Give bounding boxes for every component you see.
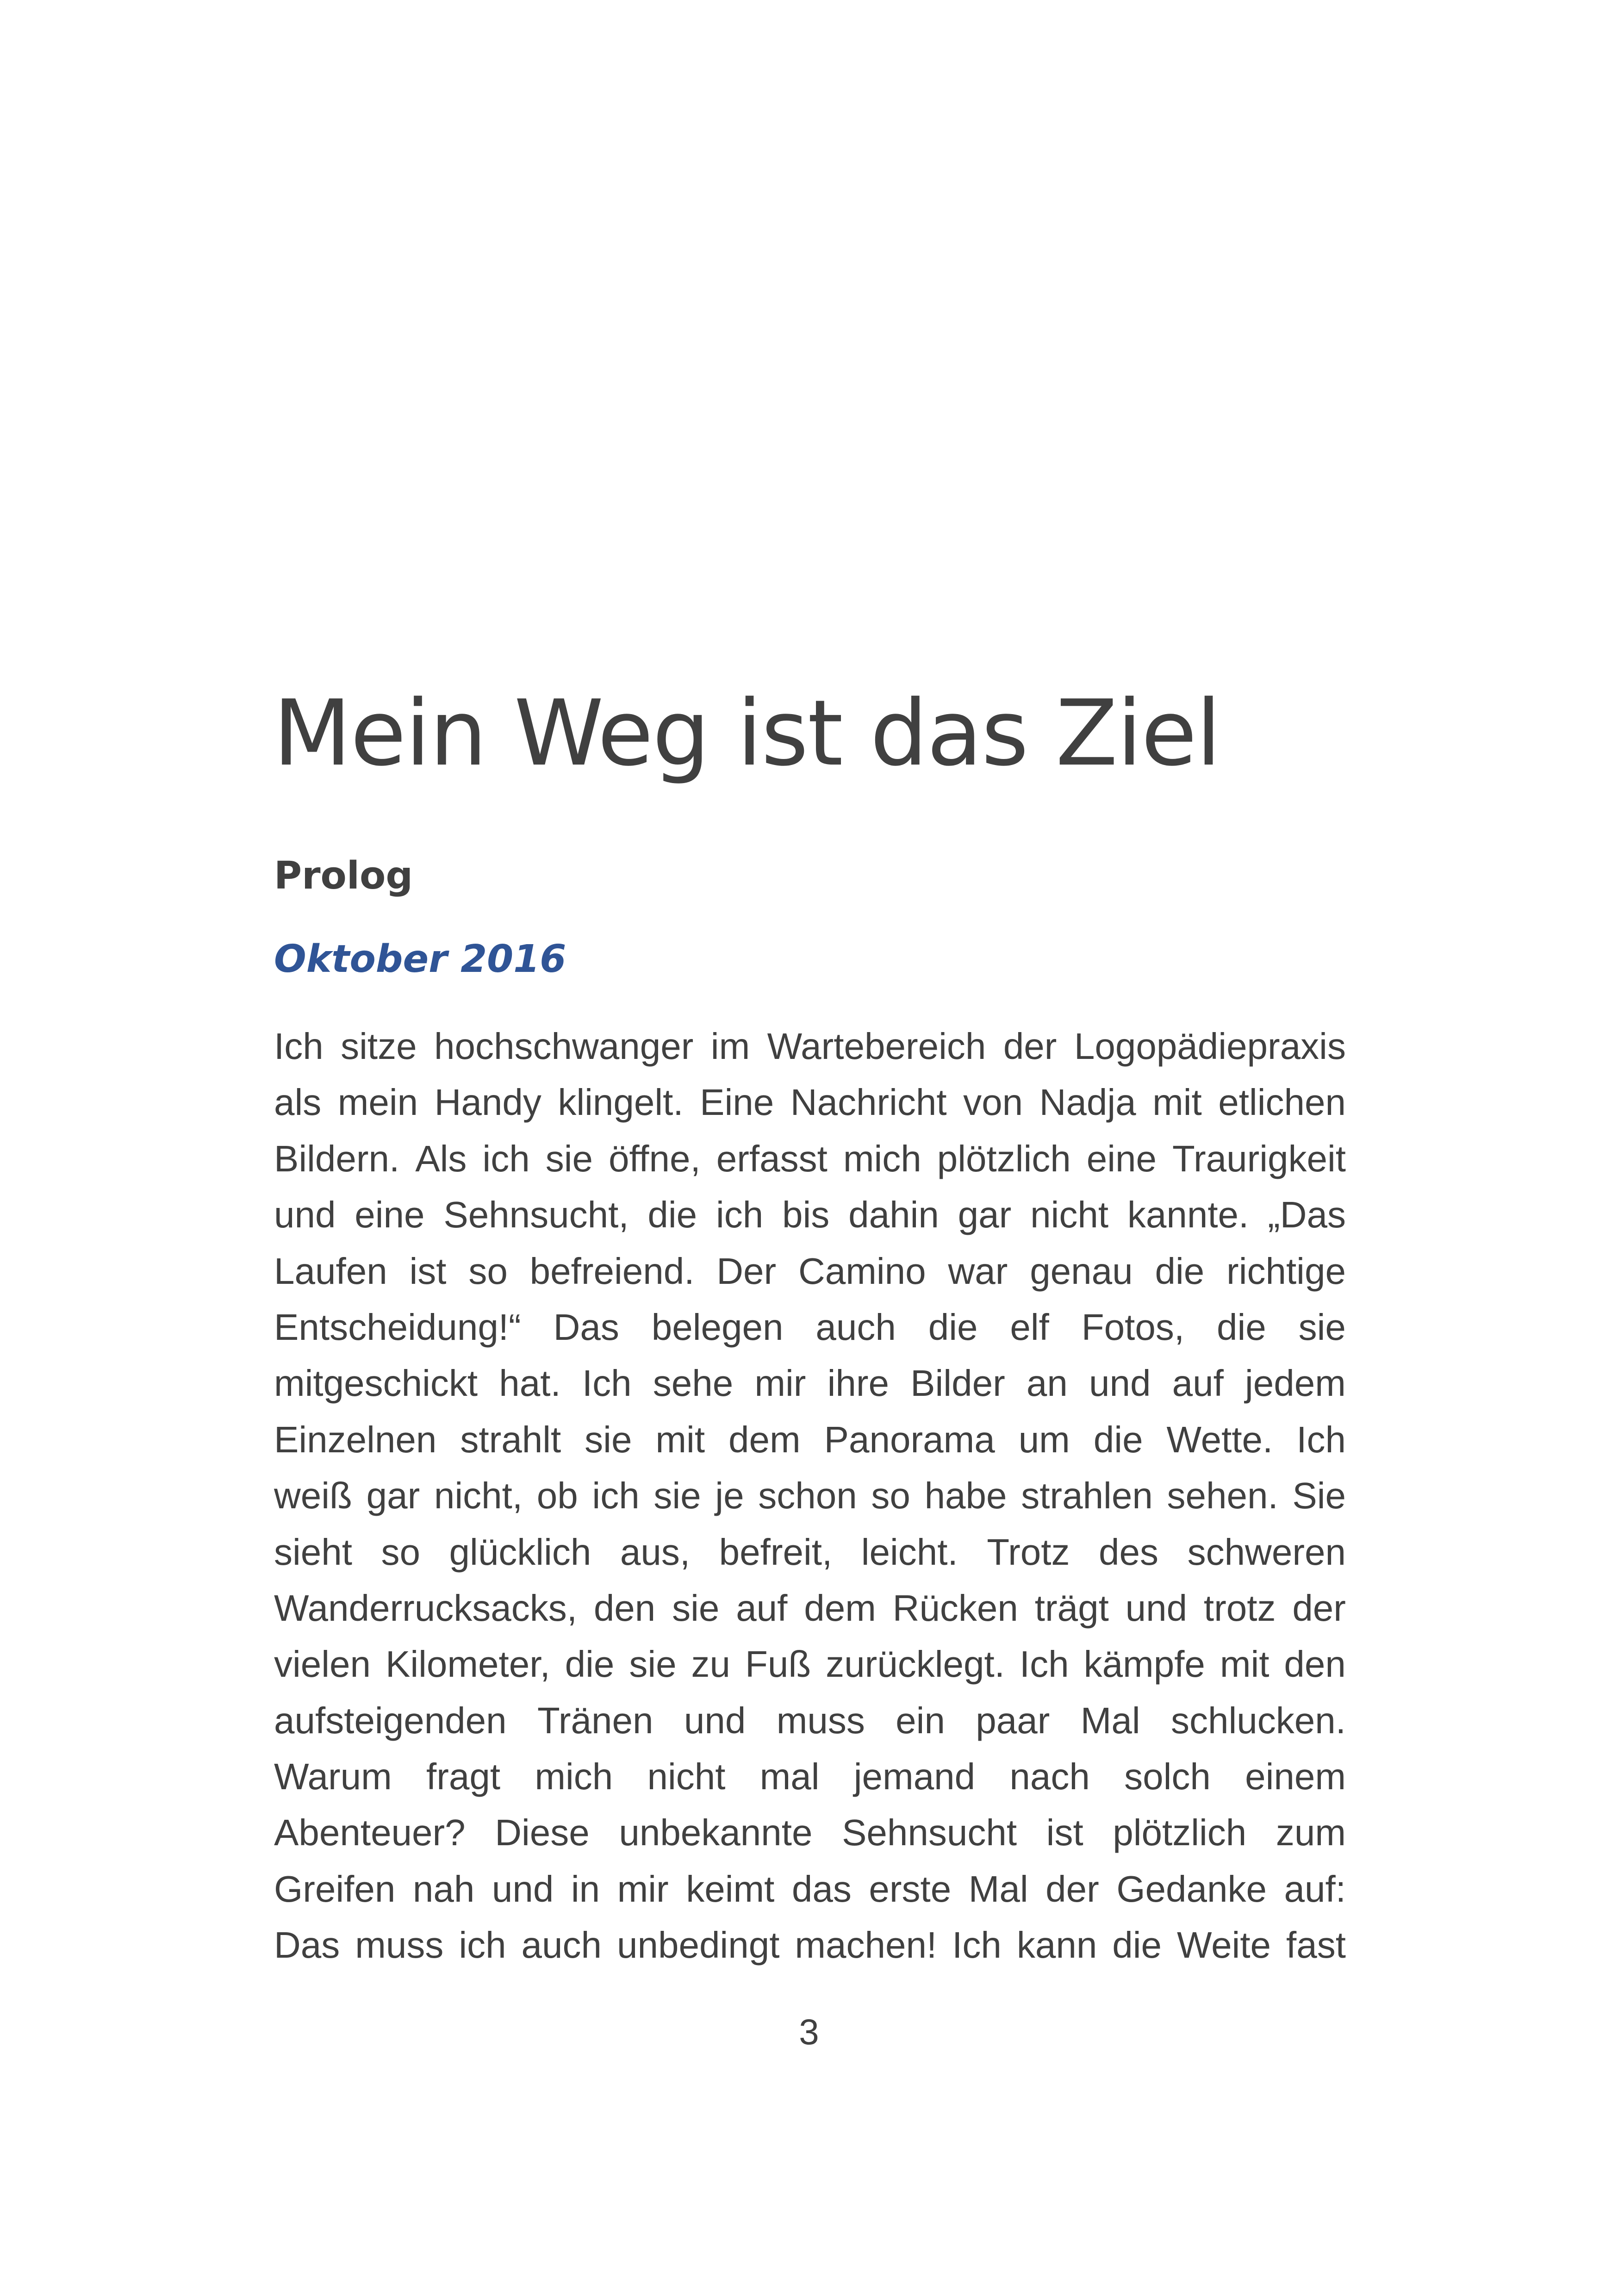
body-word: nicht xyxy=(1030,1194,1109,1236)
body-word: Handy xyxy=(434,1082,541,1123)
body-word: klingelt. xyxy=(558,1082,684,1123)
body-word: muss xyxy=(776,1699,865,1741)
body-line xyxy=(274,1917,1346,1973)
body-word: paar xyxy=(976,1699,1050,1741)
body-word: Der xyxy=(716,1250,777,1292)
body-word: sehe xyxy=(653,1363,734,1404)
body-word: sie xyxy=(1298,1306,1346,1348)
body-word: gar xyxy=(366,1475,420,1517)
body-word: gar xyxy=(958,1194,1012,1236)
body-line xyxy=(274,1804,1346,1860)
body-word: weiß xyxy=(274,1475,352,1517)
body-word: Ich xyxy=(1296,1419,1346,1460)
body-line xyxy=(274,1580,1346,1636)
body-word: die xyxy=(647,1194,697,1236)
body-line xyxy=(274,1524,1346,1580)
body-word: als xyxy=(274,1082,322,1123)
body-word: der xyxy=(1003,1026,1057,1067)
body-word: befreit, xyxy=(719,1531,833,1573)
document-title: Mein Weg ist das Ziel xyxy=(273,681,1220,786)
body-word: Warum xyxy=(274,1756,392,1798)
body-paragraph xyxy=(274,1018,1346,1973)
body-word: die xyxy=(565,1643,615,1685)
body-word: Panorama xyxy=(824,1419,995,1460)
body-word: Wette. xyxy=(1166,1419,1273,1460)
body-word: Sehnsucht, xyxy=(443,1194,629,1236)
body-word: bis xyxy=(782,1194,830,1236)
body-word: mich xyxy=(843,1138,921,1179)
body-line xyxy=(274,1355,1346,1411)
body-word: habe xyxy=(924,1475,1007,1517)
body-word: dem xyxy=(804,1587,876,1629)
body-line xyxy=(274,1074,1346,1130)
body-word: Einzelnen xyxy=(274,1419,437,1460)
body-word: machen! xyxy=(795,1924,937,1966)
body-word: etlichen xyxy=(1218,1082,1346,1123)
body-word: Kilometer, xyxy=(385,1643,550,1685)
body-word: ich xyxy=(716,1194,764,1236)
body-word: Tränen xyxy=(537,1699,653,1741)
body-word: „Das xyxy=(1268,1194,1346,1236)
body-word: Laufen xyxy=(274,1250,387,1292)
body-word: und xyxy=(274,1194,336,1236)
body-word: die xyxy=(1112,1924,1162,1966)
body-word: Weite xyxy=(1177,1924,1271,1966)
body-word: mir xyxy=(617,1868,669,1910)
body-word: in xyxy=(571,1868,600,1910)
body-line xyxy=(274,1692,1346,1748)
body-word: ich xyxy=(592,1475,640,1517)
body-word: mitgeschickt xyxy=(274,1363,478,1404)
body-word: Das xyxy=(274,1924,340,1966)
body-word: Abenteuer? xyxy=(274,1812,466,1854)
body-word: auch xyxy=(521,1924,602,1966)
body-line xyxy=(274,1412,1346,1468)
body-word: sitze xyxy=(341,1026,417,1067)
body-word: befreiend. xyxy=(529,1250,695,1292)
body-word: mit xyxy=(1152,1082,1202,1123)
body-word: kämpfe xyxy=(1083,1643,1205,1685)
section-heading: Prolog xyxy=(274,854,413,898)
body-word: des xyxy=(1099,1531,1159,1573)
body-word: öffne, xyxy=(608,1138,701,1179)
body-word: im xyxy=(710,1026,750,1067)
body-word: und xyxy=(1089,1363,1151,1404)
body-word: und xyxy=(1125,1587,1188,1629)
body-word: fast xyxy=(1286,1924,1346,1966)
body-word: schon xyxy=(758,1475,857,1517)
body-word: einem xyxy=(1245,1756,1346,1798)
body-word: sieht xyxy=(274,1531,352,1573)
body-word: fragt xyxy=(426,1756,501,1798)
body-word: nah xyxy=(412,1868,475,1910)
body-word: elf xyxy=(1010,1306,1049,1348)
body-word: kann xyxy=(1016,1924,1097,1966)
body-word: glücklich xyxy=(449,1531,591,1573)
body-word: und xyxy=(492,1868,554,1910)
body-word: Ich xyxy=(952,1924,1002,1966)
body-word: nicht, xyxy=(434,1475,523,1517)
body-word: strahlt xyxy=(460,1419,561,1460)
body-word: unbekannte xyxy=(619,1812,813,1854)
body-word: sehen. xyxy=(1167,1475,1278,1517)
body-word: Rücken xyxy=(892,1587,1018,1629)
body-line xyxy=(274,1187,1346,1243)
body-word: keimt xyxy=(686,1868,775,1910)
body-word: plötzlich xyxy=(937,1138,1071,1179)
body-word: ich xyxy=(459,1924,506,1966)
body-word: Fotos, xyxy=(1081,1306,1185,1348)
body-word: schweren xyxy=(1187,1531,1346,1573)
body-word: den xyxy=(1284,1643,1346,1685)
body-word: trotz xyxy=(1203,1587,1276,1629)
body-word: auch xyxy=(815,1306,896,1348)
body-word: ist xyxy=(409,1250,447,1292)
body-line xyxy=(274,1861,1346,1917)
body-word: mit xyxy=(1220,1643,1270,1685)
body-word: mein xyxy=(337,1082,418,1123)
body-word: Sie xyxy=(1292,1475,1346,1517)
page-number: 3 xyxy=(799,2011,819,2052)
body-line xyxy=(274,1243,1346,1299)
body-word: mit xyxy=(655,1419,705,1460)
body-word: auf xyxy=(1172,1363,1224,1404)
body-word: die xyxy=(1093,1419,1143,1460)
body-word: eine xyxy=(1086,1138,1157,1179)
body-word: hat. xyxy=(499,1363,561,1404)
body-word: die xyxy=(928,1306,978,1348)
body-word: Nadja xyxy=(1039,1082,1136,1123)
body-word: sie xyxy=(653,1475,701,1517)
body-line xyxy=(274,1299,1346,1355)
body-word: Eine xyxy=(700,1082,774,1123)
body-word: Traurigkeit xyxy=(1172,1138,1346,1179)
body-word: Nachricht xyxy=(790,1082,947,1123)
body-word: aus, xyxy=(620,1531,691,1573)
body-word: jemand xyxy=(853,1756,976,1798)
body-line xyxy=(274,1018,1346,1074)
body-word: dahin xyxy=(848,1194,939,1236)
body-word: Diese xyxy=(495,1812,590,1854)
body-line xyxy=(274,1748,1346,1804)
body-word: die xyxy=(1216,1306,1266,1348)
body-word: ich xyxy=(482,1138,530,1179)
body-word: Das xyxy=(553,1306,619,1348)
body-word: der xyxy=(1292,1587,1346,1629)
body-word: ein xyxy=(896,1699,945,1741)
body-word: Mal xyxy=(1080,1699,1140,1741)
body-word: eine xyxy=(355,1194,425,1236)
body-word: zum xyxy=(1276,1812,1346,1854)
body-line xyxy=(274,1468,1346,1524)
body-word: hochschwanger xyxy=(434,1026,694,1067)
body-word: zu xyxy=(691,1643,731,1685)
body-word: Logopädiepraxis xyxy=(1074,1026,1346,1067)
body-word: vielen xyxy=(274,1643,371,1685)
body-word: die xyxy=(1155,1250,1205,1292)
body-word: mich xyxy=(535,1756,613,1798)
body-word: sie xyxy=(629,1643,677,1685)
body-word: muss xyxy=(355,1924,444,1966)
body-word: Bildern. xyxy=(274,1138,400,1179)
body-word: sie xyxy=(585,1419,632,1460)
date-heading: Oktober 2016 xyxy=(274,937,566,981)
body-line xyxy=(274,1131,1346,1187)
body-word: kannte. xyxy=(1127,1194,1249,1236)
body-word: belegen xyxy=(651,1306,784,1348)
body-line xyxy=(274,1636,1346,1692)
body-word: sie xyxy=(672,1587,720,1629)
body-word: Wanderrucksacks, xyxy=(274,1587,577,1629)
body-word: der xyxy=(1045,1868,1099,1910)
body-word: strahlen xyxy=(1021,1475,1153,1517)
body-word: ihre xyxy=(827,1363,890,1404)
body-word: erste xyxy=(869,1868,952,1910)
body-word: Wartebereich xyxy=(767,1026,986,1067)
body-word: ob xyxy=(536,1475,578,1517)
body-word: Fuß xyxy=(745,1643,811,1685)
body-word: nach xyxy=(1009,1756,1090,1798)
body-word: Sehnsucht xyxy=(842,1812,1017,1854)
body-word: nicht xyxy=(647,1756,726,1798)
body-word: Greifen xyxy=(274,1868,396,1910)
body-word: das xyxy=(791,1868,852,1910)
body-word: trägt xyxy=(1034,1587,1109,1629)
body-word: Gedanke xyxy=(1116,1868,1267,1910)
body-word: um xyxy=(1018,1419,1070,1460)
body-word: leicht. xyxy=(861,1531,958,1573)
body-word: Als xyxy=(415,1138,467,1179)
body-word: an xyxy=(1026,1363,1068,1404)
body-word: auf: xyxy=(1284,1868,1346,1910)
body-word: von xyxy=(963,1082,1023,1123)
body-word: Bilder xyxy=(910,1363,1005,1404)
body-word: Camino xyxy=(798,1250,926,1292)
body-word: so xyxy=(468,1250,508,1292)
body-word: richtige xyxy=(1226,1250,1346,1292)
body-word: je xyxy=(715,1475,744,1517)
body-word: solch xyxy=(1124,1756,1211,1798)
body-word: aufsteigenden xyxy=(274,1699,507,1741)
body-word: schlucken. xyxy=(1171,1699,1346,1741)
body-word: war xyxy=(948,1250,1008,1292)
body-word: so xyxy=(871,1475,910,1517)
body-word: sie xyxy=(545,1138,593,1179)
body-word: plötzlich xyxy=(1113,1812,1247,1854)
body-word: erfasst xyxy=(716,1138,828,1179)
body-word: mal xyxy=(759,1756,820,1798)
body-word: Entscheidung!“ xyxy=(274,1306,521,1348)
body-word: Ich xyxy=(274,1026,324,1067)
body-word: mir xyxy=(754,1363,806,1404)
body-word: Trotz xyxy=(987,1531,1070,1573)
body-word: so xyxy=(381,1531,421,1573)
body-word: genau xyxy=(1030,1250,1133,1292)
body-word: Ich xyxy=(1019,1643,1069,1685)
body-word: zurücklegt. xyxy=(826,1643,1005,1685)
body-word: Mal xyxy=(968,1868,1028,1910)
body-word: den xyxy=(593,1587,656,1629)
body-word: auf xyxy=(736,1587,788,1629)
body-word: dem xyxy=(728,1419,801,1460)
body-word: Ich xyxy=(582,1363,632,1404)
body-word: und xyxy=(684,1699,746,1741)
body-word: unbedingt xyxy=(616,1924,780,1966)
body-word: ist xyxy=(1046,1812,1083,1854)
body-word: jedem xyxy=(1245,1363,1346,1404)
